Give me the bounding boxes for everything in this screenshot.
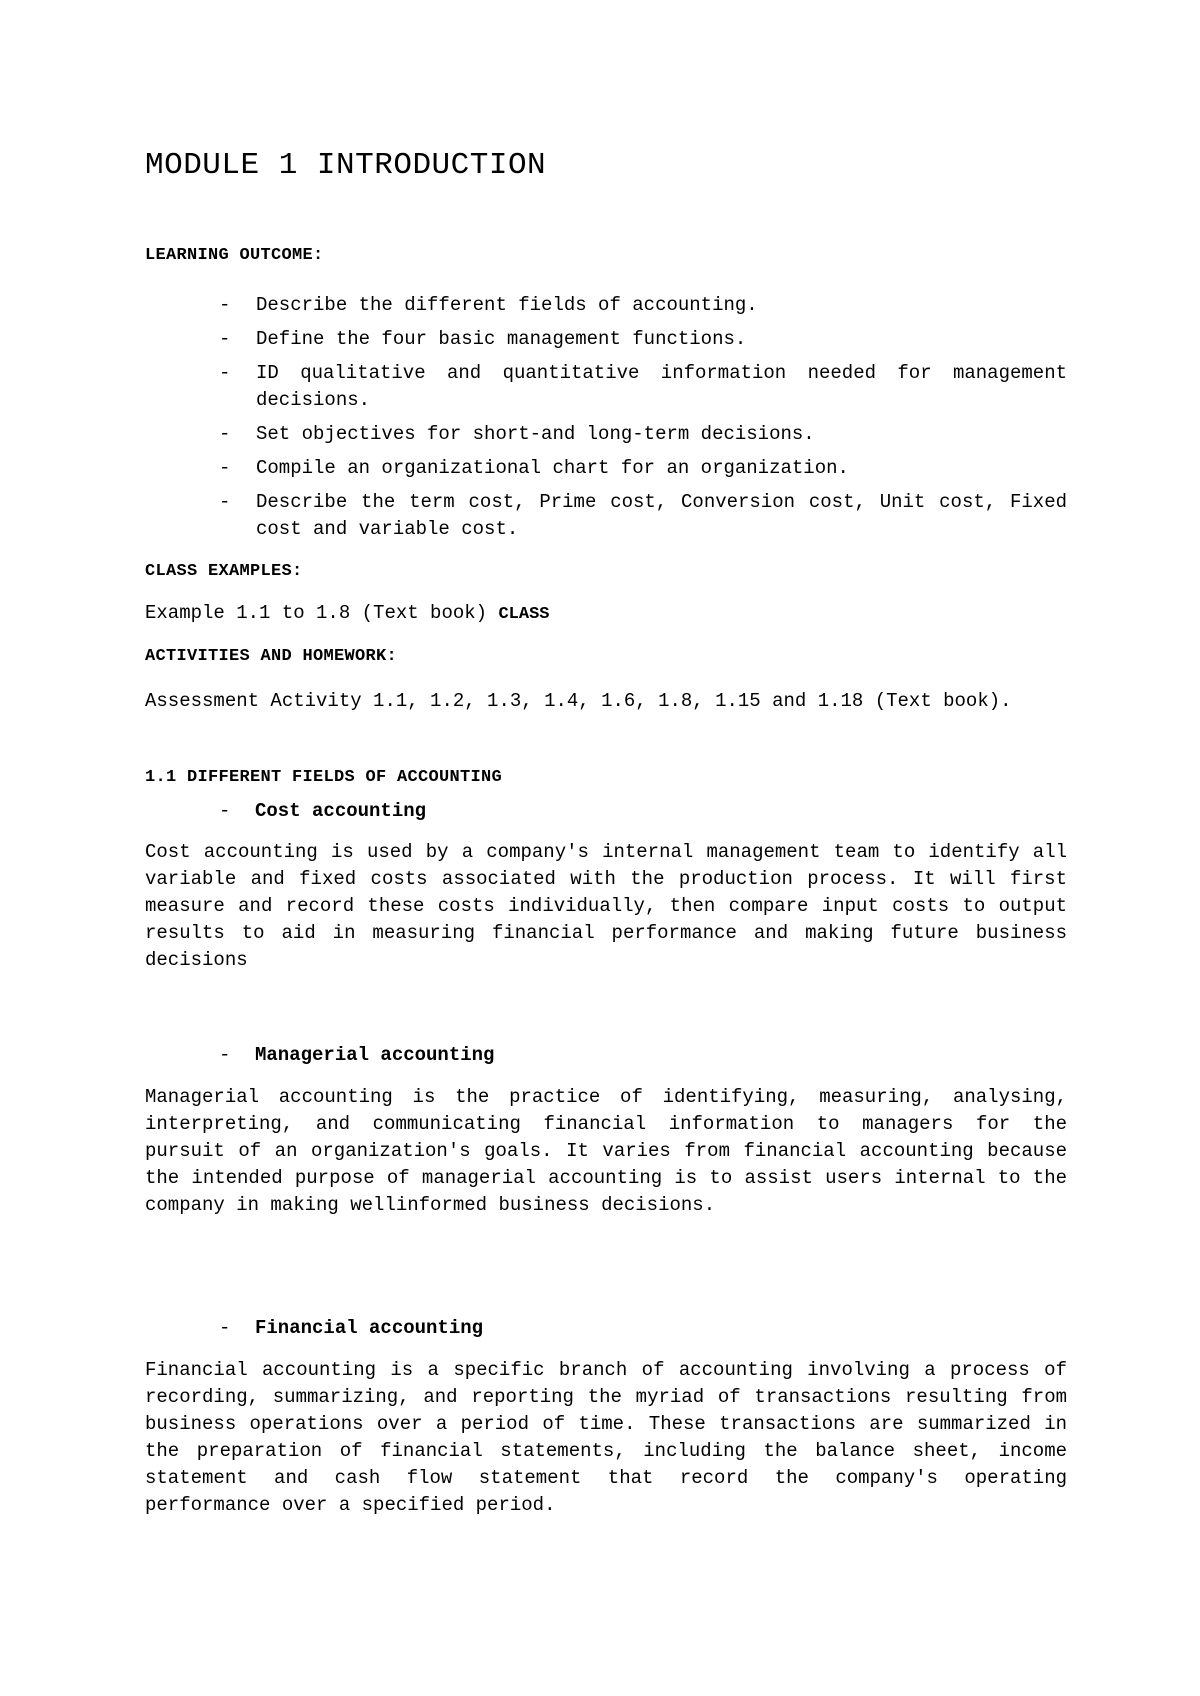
class-examples-bold-tail: CLASS <box>498 605 550 624</box>
dash-bullet: - <box>219 491 231 513</box>
document-page <box>145 0 1067 1696</box>
managerial-accounting-body: Managerial accounting is the practice of identifying, measuring, analysing, interpreting, and communicating financial information to managers for the pursuit of an organization's goals. It varies from financial accounting because the intended purpose of managerial accounting is to assist users internal to the company in making wellinformed business decisions. <box>145 1086 1067 1216</box>
financial-accounting-body: Financial accounting is a specific branch of accounting involving a process of recording, summarizing, and reporting the myriad of transactions resulting from business operations over a period of time. These transactions are summarized in the preparation of financial statements, including the balance sheet, income statement and cash flow statement that record the company's operating performance over a specified period. <box>145 1359 1067 1516</box>
learning-outcome-list <box>145 292 1067 550</box>
dash-bullet: - <box>219 423 231 445</box>
financial-accounting-subheading: - Financial accounting <box>219 1317 484 1339</box>
managerial-accounting-subheading: - Managerial accounting <box>219 1044 495 1066</box>
dash-bullet: - <box>219 328 231 350</box>
list-item: - ID qualitative and quantitative information needed for management decisions. <box>219 362 1067 411</box>
section-1-1-heading: 1.1 DIFFERENT FIELDS OF ACCOUNTING <box>145 768 503 787</box>
dash-bullet: - <box>219 1317 231 1339</box>
activities-text: Assessment Activity 1.1, 1.2, 1.3, 1.4, 1.6, 1.8, 1.15 and 1.18 (Text book). <box>145 690 1012 712</box>
class-examples-text: Example 1.1 to 1.8 (Text book) CLASS <box>145 602 550 624</box>
list-item: - Describe the different fields of accounting. <box>145 292 1067 319</box>
class-examples-heading: CLASS EXAMPLES: <box>145 562 303 581</box>
dash-bullet: - <box>219 457 231 479</box>
list-item: - Compile an organizational chart for an organization. <box>145 455 1067 482</box>
page-title: MODULE 1 INTRODUCTION <box>145 148 547 183</box>
dash-bullet: - <box>219 1044 231 1066</box>
cost-accounting-subheading: - Cost accounting <box>219 800 427 822</box>
learning-outcome-heading: LEARNING OUTCOME: <box>145 246 324 265</box>
list-item: - Describe the term cost, Prime cost, Conversion cost, Unit cost, Fixed cost and variable cost. <box>219 491 1067 540</box>
dash-bullet: - <box>219 800 231 822</box>
list-item: - Define the four basic management functions. <box>145 326 1067 353</box>
dash-bullet: - <box>219 362 231 384</box>
list-item: - Set objectives for short-and long-term decisions. <box>145 421 1067 448</box>
cost-accounting-body: Cost accounting is used by a company's internal management team to identify all variable and fixed costs associated with the production process. It will first measure and record these costs individually, then compare input costs to output results to aid in measuring financial performance and making future business decisions <box>145 841 1067 971</box>
activities-heading: ACTIVITIES AND HOMEWORK: <box>145 647 398 666</box>
dash-bullet: - <box>219 294 231 316</box>
